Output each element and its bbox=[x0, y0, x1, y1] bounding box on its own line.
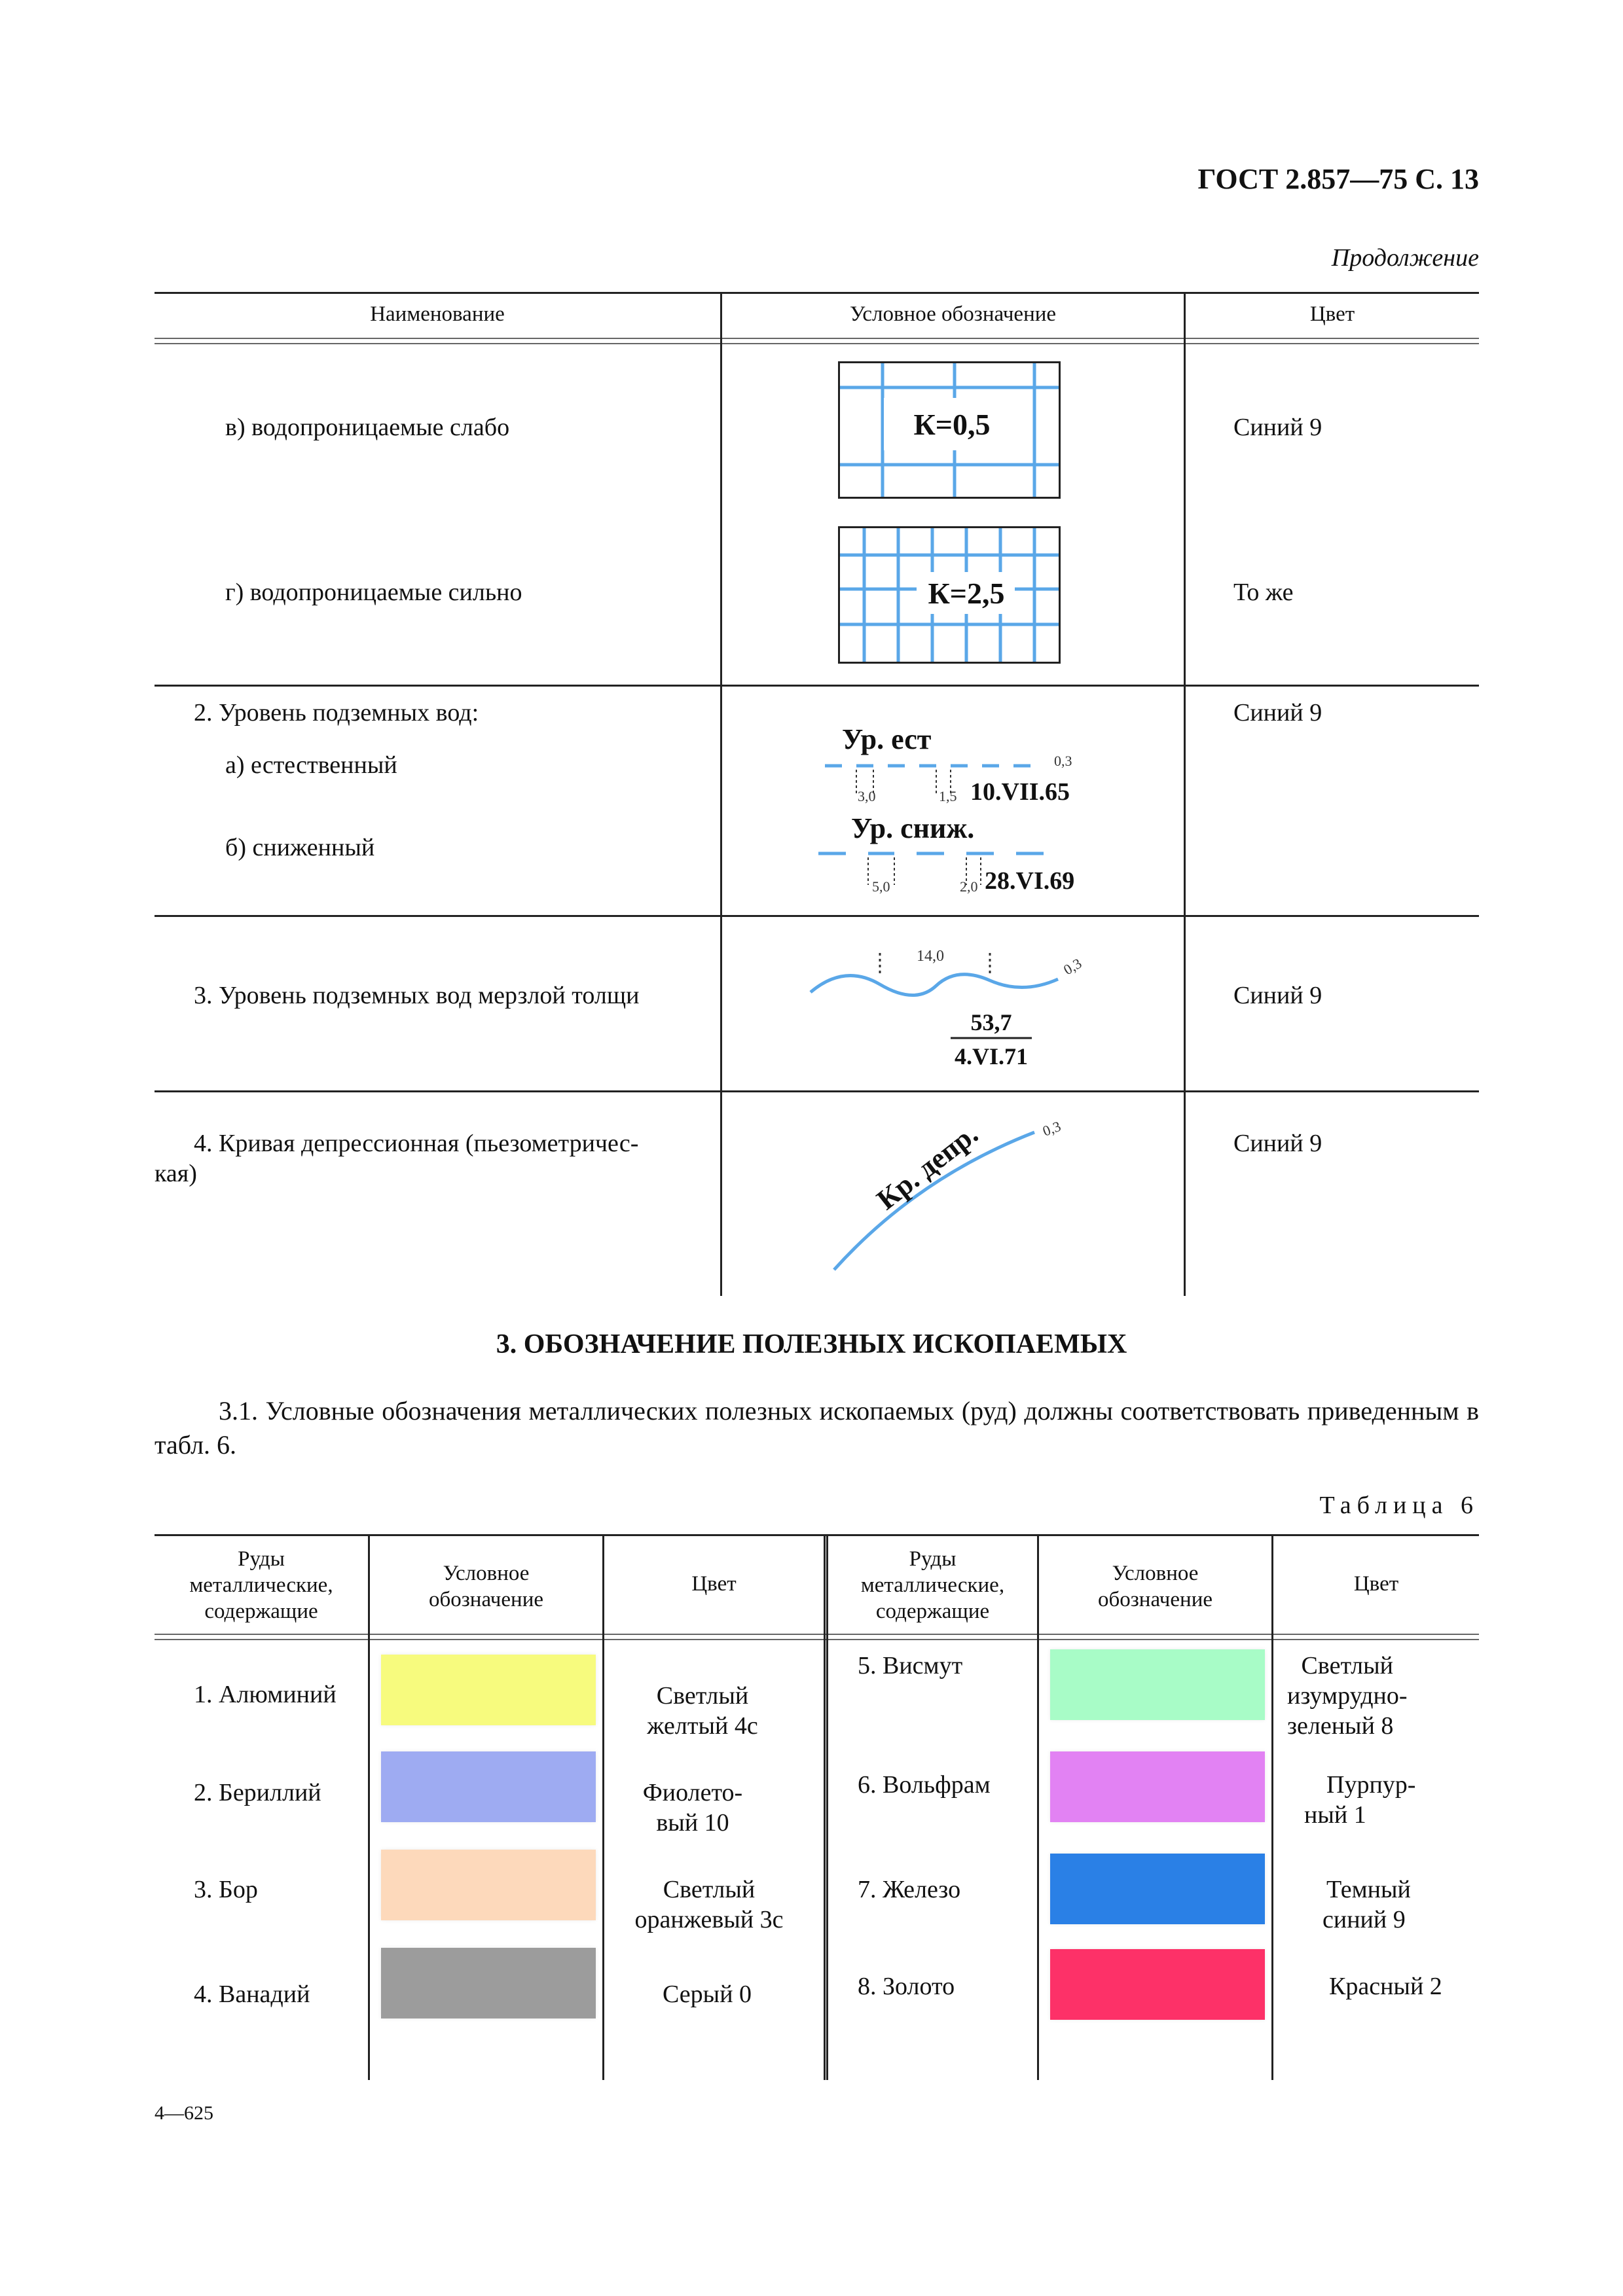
ore-bismuth: 5. Висмут bbox=[858, 1652, 963, 1679]
t6-col-color-right: Цвет bbox=[1353, 1572, 1399, 1596]
svg-text:Кр. депр.: Кр. депр. bbox=[870, 1117, 984, 1216]
symbol-depression-curve bbox=[818, 1106, 1106, 1276]
ore-boron: 3. Бор bbox=[194, 1876, 258, 1903]
svg-text:0,3: 0,3 bbox=[1061, 954, 1085, 978]
page-header-title: ГОСТ 2.857—75 С. 13 bbox=[1197, 163, 1479, 195]
ore-iron: 7. Железо bbox=[858, 1876, 961, 1903]
ore-vanadium: 4. Ванадий bbox=[194, 1981, 310, 2008]
swatch-bismuth bbox=[1050, 1649, 1265, 1720]
row-name-permafrost-groundwater: 3. Уровень подземных вод мерзлой толщи bbox=[194, 982, 640, 1009]
svg-text:4.VI.71: 4.VI.71 bbox=[954, 1043, 1029, 1069]
color-bismuth: Светлый изумрудно- зеленый 8 bbox=[1287, 1652, 1408, 1740]
color-iron: Темный синий 9 bbox=[1322, 1876, 1411, 1933]
t6-col-color-left: Цвет bbox=[691, 1572, 737, 1596]
swatch-iron bbox=[1050, 1854, 1265, 1924]
svg-text:28.VI.69: 28.VI.69 bbox=[985, 867, 1075, 895]
col-header-symbol: Условное обозначение bbox=[849, 302, 1057, 326]
svg-text:0,3: 0,3 bbox=[1054, 753, 1072, 769]
ore-tungsten: 6. Вольфрам bbox=[858, 1771, 991, 1799]
symbol-strongly-permeable bbox=[838, 526, 1061, 664]
row-subitem-lowered: б) сниженный bbox=[225, 834, 375, 861]
continuation-label: Продолжение bbox=[1331, 244, 1479, 272]
color-aluminium: Светлый желтый 4с bbox=[647, 1682, 758, 1740]
svg-text:53,7: 53,7 bbox=[970, 1009, 1012, 1035]
section-title: 3. ОБОЗНАЧЕНИЕ ПОЛЕЗНЫХ ИСКОПАЕМЫХ bbox=[496, 1329, 1127, 1359]
color-vanadium: Серый 0 bbox=[663, 1981, 752, 2008]
swatch-tungsten bbox=[1050, 1751, 1265, 1822]
t6-col-symbol-right: Условное обозначение bbox=[1097, 1562, 1213, 1611]
svg-text:2,0: 2,0 bbox=[960, 878, 978, 895]
ore-gold: 8. Золото bbox=[858, 1973, 955, 2000]
row-subitem-natural: а) естественный bbox=[225, 751, 397, 779]
ore-aluminium: 1. Алюминий bbox=[194, 1681, 337, 1708]
row-color-depression-curve: Синий 9 bbox=[1233, 1130, 1322, 1157]
symbol-permafrost-level bbox=[805, 940, 1113, 1077]
color-tungsten: Пурпур- ный 1 bbox=[1304, 1771, 1416, 1829]
swatch-gold bbox=[1050, 1949, 1265, 2020]
section-paragraph: 3.1. Условные обозначения металлических полезных ископаемых (руд) должны соответствовать приведенным в табл. 6. bbox=[155, 1396, 1479, 1460]
row-color-weakly-permeable: Синий 9 bbox=[1233, 414, 1322, 441]
col-header-name: Наименование bbox=[370, 302, 505, 326]
ore-beryllium: 2. Бериллий bbox=[194, 1779, 321, 1806]
svg-text:Ур. ест: Ур. ест bbox=[842, 723, 932, 755]
swatch-beryllium bbox=[381, 1751, 596, 1822]
row-name-depression-curve-l1: 4. Кривая депрессионная (пьезометричес- bbox=[194, 1130, 639, 1157]
row-name-depression-curve-l2: кая) bbox=[155, 1160, 197, 1187]
t6-col-symbol-left: Условное обозначение bbox=[428, 1562, 544, 1611]
row-color-same: То же bbox=[1233, 579, 1294, 606]
row-name-weakly-permeable: в) водопроницаемые слабо bbox=[225, 414, 510, 441]
svg-text:1,5: 1,5 bbox=[939, 788, 957, 804]
color-beryllium: Фиолето- вый 10 bbox=[642, 1779, 743, 1837]
svg-text:К=2,5: К=2,5 bbox=[928, 577, 1005, 610]
col-header-color: Цвет bbox=[1309, 302, 1355, 326]
page-code: 4—625 bbox=[155, 2102, 213, 2124]
svg-text:10.VII.65: 10.VII.65 bbox=[970, 778, 1070, 806]
t6-col-ore-right: Руды металлические, содержащие bbox=[860, 1547, 1005, 1623]
symbol-groundwater-levels bbox=[805, 720, 1113, 903]
swatch-vanadium bbox=[381, 1948, 596, 2018]
row-color-groundwater: Синий 9 bbox=[1233, 699, 1322, 726]
row-name-groundwater-level: 2. Уровень подземных вод: bbox=[194, 699, 479, 726]
symbol-weakly-permeable bbox=[838, 361, 1061, 499]
swatch-aluminium bbox=[381, 1655, 596, 1725]
svg-text:14,0: 14,0 bbox=[917, 948, 944, 965]
color-boron: Светлый оранжевый 3с bbox=[634, 1876, 784, 1933]
symbol-k-weak-text: К=0,5 bbox=[913, 408, 991, 441]
svg-text:5,0: 5,0 bbox=[872, 878, 890, 895]
svg-text:3,0: 3,0 bbox=[858, 788, 876, 804]
row-name-strongly-permeable: г) водопроницаемые сильно bbox=[225, 579, 522, 606]
row-color-permafrost: Синий 9 bbox=[1233, 982, 1322, 1009]
swatch-boron bbox=[381, 1850, 596, 1920]
table6-label: Таблица 6 bbox=[1319, 1492, 1479, 1519]
svg-text:Ур. сниж.: Ур. сниж. bbox=[851, 812, 975, 844]
t6-col-ore-left: Руды металлические, содержащие bbox=[189, 1547, 333, 1623]
color-gold: Красный 2 bbox=[1329, 1973, 1442, 2000]
svg-text:0,3: 0,3 bbox=[1040, 1117, 1063, 1139]
